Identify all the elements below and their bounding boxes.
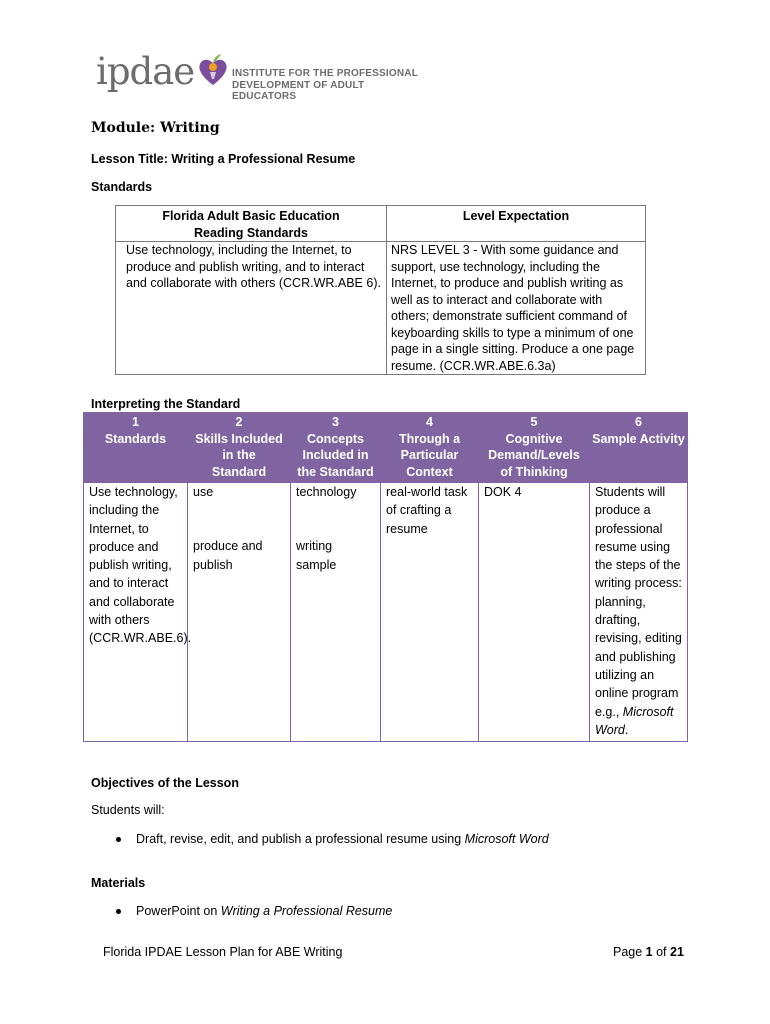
logo-tagline-2: DEVELOPMENT OF ADULT EDUCATORS: [232, 80, 365, 102]
standards-heading: Standards: [91, 180, 153, 194]
apple-heart-logo-icon: [197, 52, 229, 88]
objectives-heading: Objectives of the Lesson: [91, 776, 239, 790]
col-header-skills: 2 Skills Included in the Standard: [188, 413, 291, 483]
standards-header-left: Florida Adult Basic Education Reading Standards: [116, 206, 387, 242]
interpreting-heading: Interpreting the Standard: [91, 397, 241, 411]
col-header-context: 4 Through a Particular Context: [381, 413, 479, 483]
standards-cell-level: NRS LEVEL 3 - With some guidance and support, use technology, including the Internet, to produce and publish writing as well as to interact and collaborate with others; demonstrate sufficient command of keyboarding skills to type a minimum of one page in a single sitting. Produce a one page resume. (CCR.WR.ABE.6.3a): [387, 242, 646, 375]
students-will-text: Students will:: [91, 803, 165, 817]
standards-cell-standard: Use technology, including the Internet, to produce and publish writing, and to interact and collaborate with others (CCR.WR.ABE 6).: [116, 242, 387, 375]
footer-title: Florida IPDAE Lesson Plan for ABE Writing: [103, 945, 343, 959]
cell-activity: Students will produce a professional resume using the steps of the writing process: planning, drafting, revising, editing and publishing utilizing an online program e.g., Microsoft Word.: [590, 483, 688, 742]
col-header-cognitive: 5 Cognitive Demand/Levels of Thinking: [479, 413, 590, 483]
materials-heading: Materials: [91, 876, 146, 890]
logo-wordmark: ipdae: [96, 50, 195, 93]
col-header-standards: 1 Standards: [84, 413, 188, 483]
col-header-concepts: 3 Concepts Included in the Standard: [291, 413, 381, 483]
cell-standard: Use technology, including the Internet, to produce and publish writing, and to interact and collaborate with others (CCR.WR.ABE.6).: [84, 483, 188, 742]
page-number: Page 1 of 21: [613, 945, 684, 959]
bullet-icon: [116, 909, 121, 914]
cell-skills: use produce and publish: [188, 483, 291, 742]
logo-tagline-1: INSTITUTE FOR THE PROFESSIONAL: [232, 68, 419, 79]
module-title: Module: Writing: [91, 120, 220, 136]
cell-cognitive: DOK 4: [479, 483, 590, 742]
col-header-activity: 6 Sample Activity: [590, 413, 688, 483]
lesson-title: Lesson Title: Writing a Professional Resume: [91, 152, 356, 166]
standards-table: [115, 205, 646, 375]
interpreting-table: [83, 412, 688, 742]
bullet-icon: [116, 837, 121, 842]
cell-context: real-world task of crafting a resume: [381, 483, 479, 742]
ipdae-logo: [96, 44, 426, 108]
cell-concepts: technology writing sample: [291, 483, 381, 742]
standards-header-right: Level Expectation: [387, 206, 646, 242]
